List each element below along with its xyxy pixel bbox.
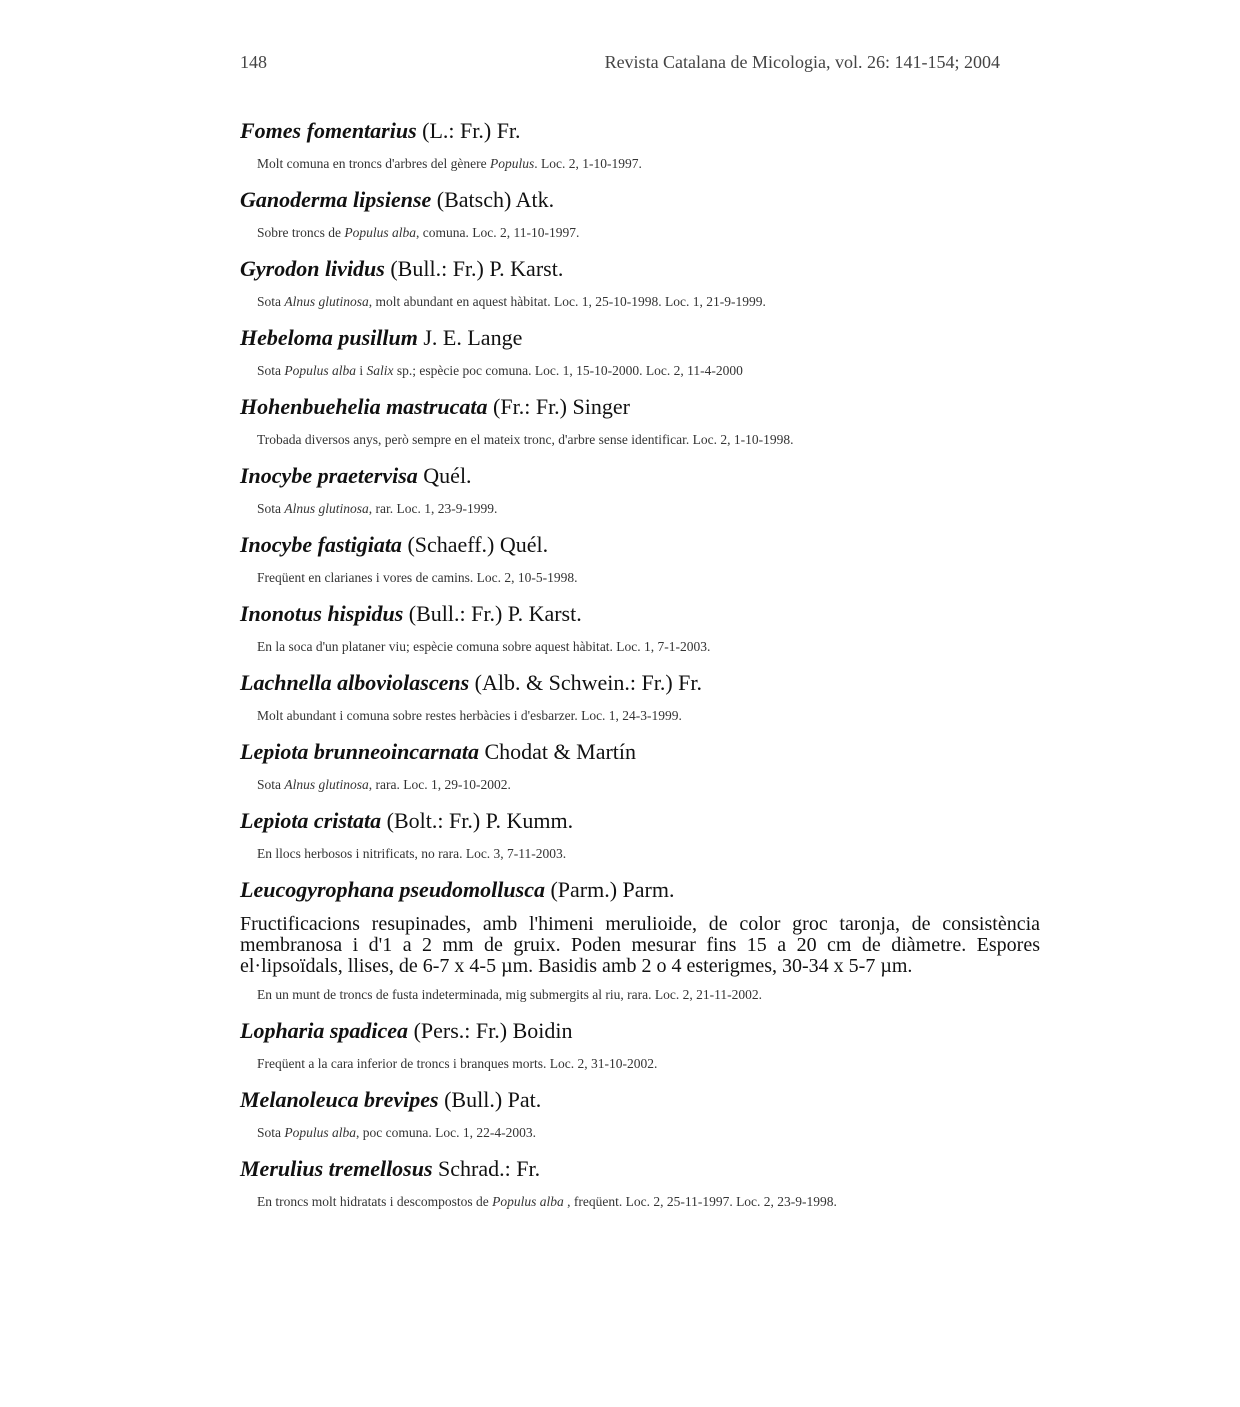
species-binomial: Fomes fomentarius <box>240 118 417 143</box>
species-heading <box>240 875 1040 905</box>
note-text: Freqüent a la cara inferior de troncs i branques morts. Loc. 2, 31-10-2002. <box>257 1056 658 1071</box>
species-heading <box>240 530 1040 560</box>
species-authority: (Bull.: Fr.) P. Karst. <box>408 601 582 626</box>
note-text: Sota <box>257 501 285 516</box>
species-entry <box>240 323 1040 380</box>
species-heading <box>240 737 1040 767</box>
species-note <box>240 224 1040 242</box>
species-binomial: Lepiota cristata <box>240 808 382 833</box>
note-text: Sota <box>257 363 285 378</box>
species-entry <box>240 392 1040 449</box>
species-note <box>240 431 1040 449</box>
species-entry <box>240 806 1040 863</box>
species-authority: Schrad.: Fr. <box>438 1156 541 1181</box>
species-binomial: Hebeloma pusillum <box>240 325 418 350</box>
species-entry <box>240 1016 1040 1073</box>
species-authority: (L.: Fr.) Fr. <box>422 118 521 143</box>
species-entry <box>240 737 1040 794</box>
species-note <box>240 986 1040 1004</box>
species-authority: (Alb. & Schwein.: Fr.) Fr. <box>474 670 702 695</box>
species-note <box>240 293 1040 311</box>
note-text: i <box>356 363 367 378</box>
species-entry <box>240 116 1040 173</box>
species-binomial: Merulius tremellosus <box>240 1156 433 1181</box>
note-text: Sobre troncs de <box>257 225 345 240</box>
note-text: Freqüent en clarianes i vores de camins. Loc. 2, 10-5-1998. <box>257 570 578 585</box>
species-authority: Quél. <box>423 463 472 488</box>
species-binomial: Inocybe fastigiata <box>240 532 402 557</box>
species-authority: (Schaeff.) Quél. <box>407 532 549 557</box>
species-heading <box>240 599 1040 629</box>
species-heading <box>240 1154 1040 1184</box>
species-entry <box>240 599 1040 656</box>
species-authority: (Bull.) Pat. <box>444 1087 542 1112</box>
species-binomial: Lepiota brunneoincarnata <box>240 739 479 764</box>
species-authority: (Parm.) Parm. <box>550 877 675 902</box>
note-taxon-italic: Populus alba <box>492 1194 564 1209</box>
note-text: Trobada diversos anys, però sempre en el mateix tronc, d'arbre sense identificar. Loc. 2, 1-10-1998. <box>257 432 794 447</box>
species-entry <box>240 461 1040 518</box>
species-entry <box>240 875 1040 1004</box>
note-taxon-italic: Alnus glutinosa <box>284 501 369 516</box>
note-text: En troncs molt hidratats i descompostos de <box>257 1194 493 1209</box>
species-entry <box>240 1085 1040 1142</box>
species-binomial: Inocybe praetervisa <box>240 463 418 488</box>
note-text: , rar. Loc. 1, 23-9-1999. <box>368 501 498 516</box>
species-binomial: Ganoderma lipsiense <box>240 187 432 212</box>
note-text: , rara. Loc. 1, 29-10-2002. <box>368 777 511 792</box>
species-heading <box>240 323 1040 353</box>
species-list <box>240 116 1040 1223</box>
note-text: Molt abundant i comuna sobre restes herbàcies i d'esbarzer. Loc. 1, 24-3-1999. <box>257 708 682 723</box>
note-text: , freqüent. Loc. 2, 25-11-1997. Loc. 2, 23-9-1998. <box>563 1194 837 1209</box>
journal-running-head: Revista Catalana de Micologia, vol. 26: 141-154; 2004 <box>604 52 1000 72</box>
note-taxon-italic: Populus alba <box>344 225 416 240</box>
species-note <box>240 500 1040 518</box>
species-note <box>240 155 1040 173</box>
species-authority: (Bull.: Fr.) P. Karst. <box>390 256 564 281</box>
note-text: . Loc. 2, 1-10-1997. <box>534 156 642 171</box>
species-note <box>240 1055 1040 1073</box>
species-note <box>240 638 1040 656</box>
note-text: , poc comuna. Loc. 1, 22-4-2003. <box>356 1125 536 1140</box>
note-text: Sota <box>257 294 285 309</box>
species-note <box>240 362 1040 380</box>
species-note <box>240 707 1040 725</box>
species-binomial: Lopharia spadicea <box>240 1018 409 1043</box>
species-authority: (Pers.: Fr.) Boidin <box>413 1018 573 1043</box>
note-text: En un munt de troncs de fusta indeterminada, mig submergits al riu, rara. Loc. 2, 21-11-2002. <box>257 987 763 1002</box>
species-heading <box>240 1085 1040 1115</box>
species-note <box>240 569 1040 587</box>
note-text: Sota <box>257 777 285 792</box>
note-text: Sota <box>257 1125 285 1140</box>
species-heading <box>240 116 1040 146</box>
species-heading <box>240 185 1040 215</box>
note-taxon-italic: Alnus glutinosa <box>284 777 369 792</box>
species-authority: Chodat & Martín <box>484 739 637 764</box>
species-binomial: Lachnella alboviolascens <box>240 670 470 695</box>
species-heading <box>240 461 1040 491</box>
species-entry <box>240 254 1040 311</box>
species-authority: J. E. Lange <box>423 325 523 350</box>
species-entry <box>240 530 1040 587</box>
species-note <box>240 1124 1040 1142</box>
species-heading <box>240 668 1040 698</box>
species-authority: (Bolt.: Fr.) P. Kumm. <box>386 808 574 833</box>
species-note <box>240 1193 1040 1211</box>
species-heading <box>240 806 1040 836</box>
species-authority: (Fr.: Fr.) Singer <box>493 394 630 419</box>
species-note <box>240 776 1040 794</box>
note-taxon-italic: Populus alba <box>284 1125 357 1140</box>
species-binomial: Hohenbuehelia mastrucata <box>240 394 488 419</box>
species-description: Fructificacions resupinades, amb l'himeni merulioide, de color groc taronja, de consistència membranosa i d'1 a 2 mm de gruix. Poden mesurar fins 15 a 20 cm de diàmetre. Espores el·lipsoïdals, llises, de 6-7 x 4-5 µm. Basidis amb 2 o 4 esterigmes, 30-34 x 5-7 µm. <box>240 913 1040 977</box>
note-taxon-italic: Populus alba <box>284 363 357 378</box>
note-taxon-italic: Alnus glutinosa <box>284 294 369 309</box>
page-number: 148 <box>240 52 267 72</box>
species-heading <box>240 1016 1040 1046</box>
species-entry <box>240 668 1040 725</box>
note-taxon-italic: Salix <box>366 363 394 378</box>
note-text: , molt abundant en aquest hàbitat. Loc. 1, 25-10-1998. Loc. 1, 21-9-1999. <box>368 294 766 309</box>
note-text: En llocs herbosos i nitrificats, no rara. Loc. 3, 7-11-2003. <box>257 846 567 861</box>
note-text: En la soca d'un plataner viu; espècie comuna sobre aquest hàbitat. Loc. 1, 7-1-2003. <box>257 639 711 654</box>
species-authority: (Batsch) Atk. <box>436 187 555 212</box>
species-binomial: Leucogyrophana pseudomollusca <box>240 877 545 902</box>
species-heading <box>240 392 1040 422</box>
species-binomial: Inonotus hispidus <box>240 601 404 626</box>
species-binomial: Melanoleuca brevipes <box>240 1087 439 1112</box>
note-taxon-italic: Populus <box>489 156 535 171</box>
species-binomial: Gyrodon lividus <box>240 256 385 281</box>
note-text: , comuna. Loc. 2, 11-10-1997. <box>416 225 580 240</box>
note-text: sp.; espècie poc comuna. Loc. 1, 15-10-2000. Loc. 2, 11-4-2000 <box>393 363 743 378</box>
species-note <box>240 845 1040 863</box>
note-text: Molt comuna en troncs d'arbres del gènere <box>257 156 490 171</box>
species-heading <box>240 254 1040 284</box>
species-entry <box>240 1154 1040 1211</box>
species-entry <box>240 185 1040 242</box>
